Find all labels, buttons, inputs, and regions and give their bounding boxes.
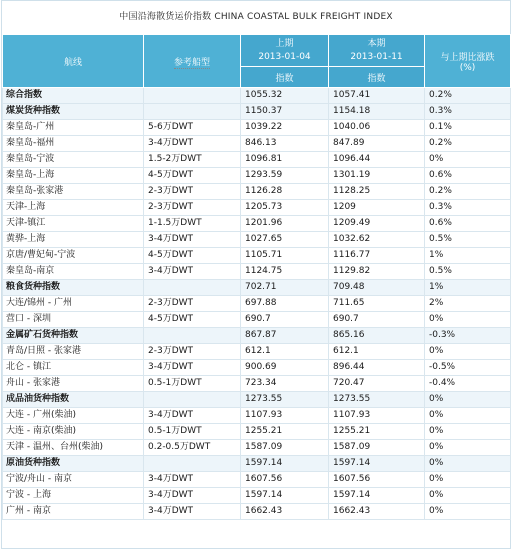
table-row	[3, 216, 511, 232]
cell-ship-type: 0.5-1万DWT	[144, 424, 241, 440]
cell-ship-type: 3-4万DWT	[144, 488, 241, 504]
table-row-category	[3, 104, 511, 120]
cell-previous-index: 1124.75	[241, 264, 329, 280]
cell-previous-index: 1293.59	[241, 168, 329, 184]
cell-current-index: 1129.82	[329, 264, 425, 280]
cell-previous-index: 1597.14	[241, 488, 329, 504]
cell-previous-index: 1055.32	[241, 88, 329, 104]
table-row	[3, 504, 511, 520]
cell-ship-type: 3-4万DWT	[144, 360, 241, 376]
cell-previous-index: 867.87	[241, 328, 329, 344]
cell-route: 成品油货种指数	[3, 392, 144, 408]
cell-route: 宁波 - 上海	[3, 488, 144, 504]
header-route: 航线	[3, 35, 144, 88]
table-row	[3, 184, 511, 200]
cell-route: 青岛/日照 - 张家港	[3, 344, 144, 360]
freight-index-panel	[1, 0, 511, 549]
header-ship-type: 参考船型	[144, 35, 241, 88]
cell-change: 0%	[425, 152, 511, 168]
cell-previous-index: 1205.73	[241, 200, 329, 216]
cell-route: 秦皇岛-福州	[3, 136, 144, 152]
table-row	[3, 120, 511, 136]
table-row	[3, 472, 511, 488]
cell-route: 广州 - 南京	[3, 504, 144, 520]
cell-ship-type: 3-4万DWT	[144, 408, 241, 424]
cell-ship-type: 2-3万DWT	[144, 200, 241, 216]
cell-previous-index: 1273.55	[241, 392, 329, 408]
cell-change: 0.1%	[425, 120, 511, 136]
table-row	[3, 264, 511, 280]
cell-previous-index: 1201.96	[241, 216, 329, 232]
cell-ship-type: 2-3万DWT	[144, 344, 241, 360]
cell-route: 秦皇岛-张家港	[3, 184, 144, 200]
cell-ship-type: 3-4万DWT	[144, 472, 241, 488]
header-change-percent: 与上期比涨跌 (%)	[425, 35, 511, 88]
cell-change: -0.5%	[425, 360, 511, 376]
cell-change: 0%	[425, 504, 511, 520]
cell-route: 秦皇岛-南京	[3, 264, 144, 280]
cell-previous-index: 1096.81	[241, 152, 329, 168]
cell-previous-index: 723.34	[241, 376, 329, 392]
cell-previous-index: 900.69	[241, 360, 329, 376]
cell-change: 0%	[425, 424, 511, 440]
cell-ship-type: 3-4万DWT	[144, 264, 241, 280]
table-row	[3, 232, 511, 248]
cell-route: 营口 - 深圳	[3, 312, 144, 328]
cell-change: 0%	[425, 440, 511, 456]
cell-current-index: 1255.21	[329, 424, 425, 440]
cell-current-index: 896.44	[329, 360, 425, 376]
cell-change: 0%	[425, 344, 511, 360]
cell-current-index: 690.7	[329, 312, 425, 328]
cell-change: 0.3%	[425, 104, 511, 120]
table-row	[3, 360, 511, 376]
table-row-category	[3, 456, 511, 472]
cell-ship-type: 3-4万DWT	[144, 232, 241, 248]
table-row	[3, 312, 511, 328]
table-row	[3, 152, 511, 168]
cell-ship-type: 1-1.5万DWT	[144, 216, 241, 232]
cell-route: 黄骅-上海	[3, 232, 144, 248]
cell-ship-type: 0.5-1万DWT	[144, 376, 241, 392]
cell-route: 天津-上海	[3, 200, 144, 216]
cell-previous-index: 846.13	[241, 136, 329, 152]
cell-ship-type: 4-5万DWT	[144, 248, 241, 264]
cell-current-index: 1587.09	[329, 440, 425, 456]
cell-ship-type: 4-5万DWT	[144, 168, 241, 184]
cell-previous-index: 702.71	[241, 280, 329, 296]
cell-change: 0.5%	[425, 264, 511, 280]
cell-previous-index: 690.7	[241, 312, 329, 328]
cell-previous-index: 1607.56	[241, 472, 329, 488]
table-row	[3, 440, 511, 456]
cell-current-index: 612.1	[329, 344, 425, 360]
cell-current-index: 1116.77	[329, 248, 425, 264]
cell-route: 秦皇岛-上海	[3, 168, 144, 184]
cell-ship-type	[144, 456, 241, 472]
cell-ship-type: 5-6万DWT	[144, 120, 241, 136]
cell-route: 舟山 - 张家港	[3, 376, 144, 392]
header-current-index: 指数	[329, 67, 425, 88]
cell-previous-index: 1150.37	[241, 104, 329, 120]
cell-change: 0%	[425, 392, 511, 408]
table-row	[3, 136, 511, 152]
page-title: 中国沿海散货运价指数 CHINA COASTAL BULK FREIGHT INDEX	[119, 12, 393, 22]
cell-ship-type: 4-5万DWT	[144, 312, 241, 328]
cell-previous-index: 1587.09	[241, 440, 329, 456]
cell-ship-type: 0.2-0.5万DWT	[144, 440, 241, 456]
table-row	[3, 296, 511, 312]
cell-route: 宁波/舟山 - 南京	[3, 472, 144, 488]
cell-previous-index: 612.1	[241, 344, 329, 360]
cell-current-index: 709.48	[329, 280, 425, 296]
cell-change: 1%	[425, 280, 511, 296]
cell-route: 天津-镇江	[3, 216, 144, 232]
cell-current-index: 865.16	[329, 328, 425, 344]
cell-current-index: 847.89	[329, 136, 425, 152]
cell-ship-type	[144, 280, 241, 296]
cell-route: 综合指数	[3, 88, 144, 104]
cell-route: 大连 - 南京(柴油)	[3, 424, 144, 440]
cell-previous-index: 1662.43	[241, 504, 329, 520]
cell-current-index: 720.47	[329, 376, 425, 392]
cell-change: 0.2%	[425, 88, 511, 104]
cell-route: 大连 - 广州(柴油)	[3, 408, 144, 424]
cell-route: 秦皇岛-宁波	[3, 152, 144, 168]
table-header	[3, 35, 511, 88]
table-row	[3, 344, 511, 360]
cell-current-index: 1032.62	[329, 232, 425, 248]
table-row	[3, 424, 511, 440]
cell-current-index: 1273.55	[329, 392, 425, 408]
table-row	[3, 200, 511, 216]
cell-route: 原油货种指数	[3, 456, 144, 472]
cell-route: 粮食货种指数	[3, 280, 144, 296]
cell-route: 京唐/曹妃甸-宁波	[3, 248, 144, 264]
header-previous-index: 指数	[241, 67, 329, 88]
cell-ship-type: 3-4万DWT	[144, 136, 241, 152]
cell-route: 天津 - 温州、台州(柴油)	[3, 440, 144, 456]
cell-change: 0%	[425, 456, 511, 472]
cell-previous-index: 1027.65	[241, 232, 329, 248]
cell-ship-type: 2-3万DWT	[144, 184, 241, 200]
cell-current-index: 1301.19	[329, 168, 425, 184]
cell-route: 煤炭货种指数	[3, 104, 144, 120]
cell-previous-index: 1107.93	[241, 408, 329, 424]
cell-change: 0%	[425, 488, 511, 504]
cell-previous-index: 1039.22	[241, 120, 329, 136]
freight-index-table	[2, 34, 511, 520]
cell-change: 0.2%	[425, 136, 511, 152]
cell-route: 北仑 - 镇江	[3, 360, 144, 376]
cell-change: 0%	[425, 408, 511, 424]
cell-change: 2%	[425, 296, 511, 312]
cell-change: 0.3%	[425, 200, 511, 216]
cell-change: 0%	[425, 472, 511, 488]
cell-change: 0.5%	[425, 232, 511, 248]
cell-previous-index: 1126.28	[241, 184, 329, 200]
header-previous-period: 上期 2013-01-04	[241, 35, 329, 67]
cell-current-index: 1597.14	[329, 456, 425, 472]
cell-previous-index: 1105.71	[241, 248, 329, 264]
table-row	[3, 488, 511, 504]
cell-change: -0.3%	[425, 328, 511, 344]
table-row	[3, 248, 511, 264]
cell-ship-type	[144, 392, 241, 408]
cell-ship-type	[144, 104, 241, 120]
cell-current-index: 1209.49	[329, 216, 425, 232]
table-row-category	[3, 392, 511, 408]
cell-change: 1%	[425, 248, 511, 264]
cell-current-index: 1209	[329, 200, 425, 216]
cell-change: 0%	[425, 312, 511, 328]
header-current-period: 本期 2013-01-11	[329, 35, 425, 67]
cell-current-index: 1096.44	[329, 152, 425, 168]
cell-current-index: 711.65	[329, 296, 425, 312]
cell-ship-type: 3-4万DWT	[144, 504, 241, 520]
cell-change: -0.4%	[425, 376, 511, 392]
cell-ship-type	[144, 88, 241, 104]
cell-route: 大连/锦州 - 广州	[3, 296, 144, 312]
table-row-category	[3, 328, 511, 344]
cell-change: 0.6%	[425, 216, 511, 232]
table-body	[3, 88, 511, 520]
cell-ship-type: 1.5-2万DWT	[144, 152, 241, 168]
cell-change: 0.2%	[425, 184, 511, 200]
cell-current-index: 1107.93	[329, 408, 425, 424]
cell-change: 0.6%	[425, 168, 511, 184]
cell-current-index: 1662.43	[329, 504, 425, 520]
cell-ship-type	[144, 328, 241, 344]
cell-ship-type: 2-3万DWT	[144, 296, 241, 312]
table-row	[3, 376, 511, 392]
cell-previous-index: 1597.14	[241, 456, 329, 472]
table-row-category	[3, 88, 511, 104]
cell-current-index: 1597.14	[329, 488, 425, 504]
cell-previous-index: 1255.21	[241, 424, 329, 440]
table-row	[3, 408, 511, 424]
table-row-category	[3, 280, 511, 296]
cell-current-index: 1128.25	[329, 184, 425, 200]
cell-route: 金属矿石货种指数	[3, 328, 144, 344]
cell-current-index: 1057.41	[329, 88, 425, 104]
cell-current-index: 1040.06	[329, 120, 425, 136]
cell-route: 秦皇岛-广州	[3, 120, 144, 136]
table-row	[3, 168, 511, 184]
cell-previous-index: 697.88	[241, 296, 329, 312]
cell-current-index: 1607.56	[329, 472, 425, 488]
cell-current-index: 1154.18	[329, 104, 425, 120]
